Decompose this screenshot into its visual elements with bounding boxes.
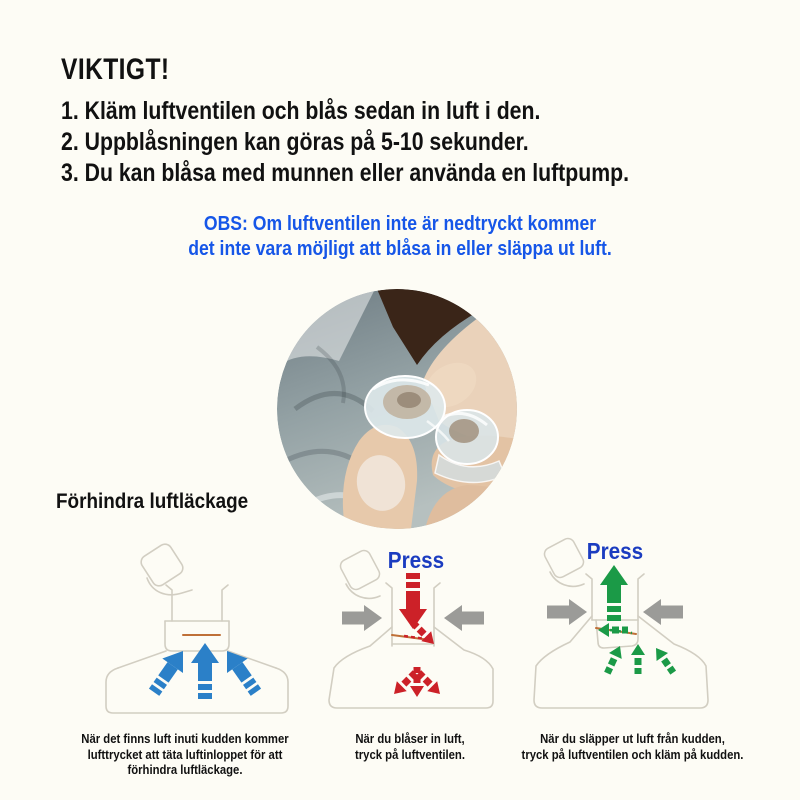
caption-deflate: När du släpper ut luft från kudden, tryck på luftventilen och kläm på kudden.: [521, 731, 744, 762]
instruction-step-3: 3. Du kan blåsa med munnen eller använda en luftpump.: [61, 159, 629, 187]
air-out-arrow-icon: [600, 565, 628, 621]
press-down-arrow-icon: [399, 573, 427, 629]
valve-cap-outline: [138, 541, 185, 588]
cushion-outline: [329, 627, 493, 708]
instruction-step-2: 2. Uppblåsningen kan göras på 5-10 sekunder.: [61, 128, 529, 156]
valve-pinch-photo: [277, 289, 517, 529]
cushion-outline: [534, 616, 708, 708]
instruction-step-1: 1. Kläm luftventilen och blås sedan in luft i den.: [61, 97, 541, 125]
obs-notice-line-1: OBS: Om luftventilen inte är nedtryckt kommer: [203, 213, 597, 235]
air-in-arrows-icon: [389, 618, 445, 699]
section-heading: Förhindra luftläckage: [56, 490, 249, 513]
press-label-inflate: Press: [387, 547, 445, 573]
caption-seal: När det finns luft inuti kudden kommer lufttrycket att täta luftinloppet för att förhindra luftläckage.: [81, 731, 289, 777]
obs-notice-line-2: det inte vara möjligt att blåsa in eller släppa ut luft.: [188, 238, 612, 260]
press-label-deflate: Press: [586, 538, 644, 564]
air-up-arrows-icon: [144, 643, 266, 700]
caption-inflate: När du blåser in luft, tryck på luftventilen.: [354, 731, 465, 762]
valve-pinch-photo-art: [277, 289, 517, 529]
page-title: VIKTIGT!: [61, 53, 170, 86]
diagram-seal: [62, 532, 312, 727]
obs-notice: [48, 212, 752, 262]
instruction-list: [61, 96, 629, 189]
